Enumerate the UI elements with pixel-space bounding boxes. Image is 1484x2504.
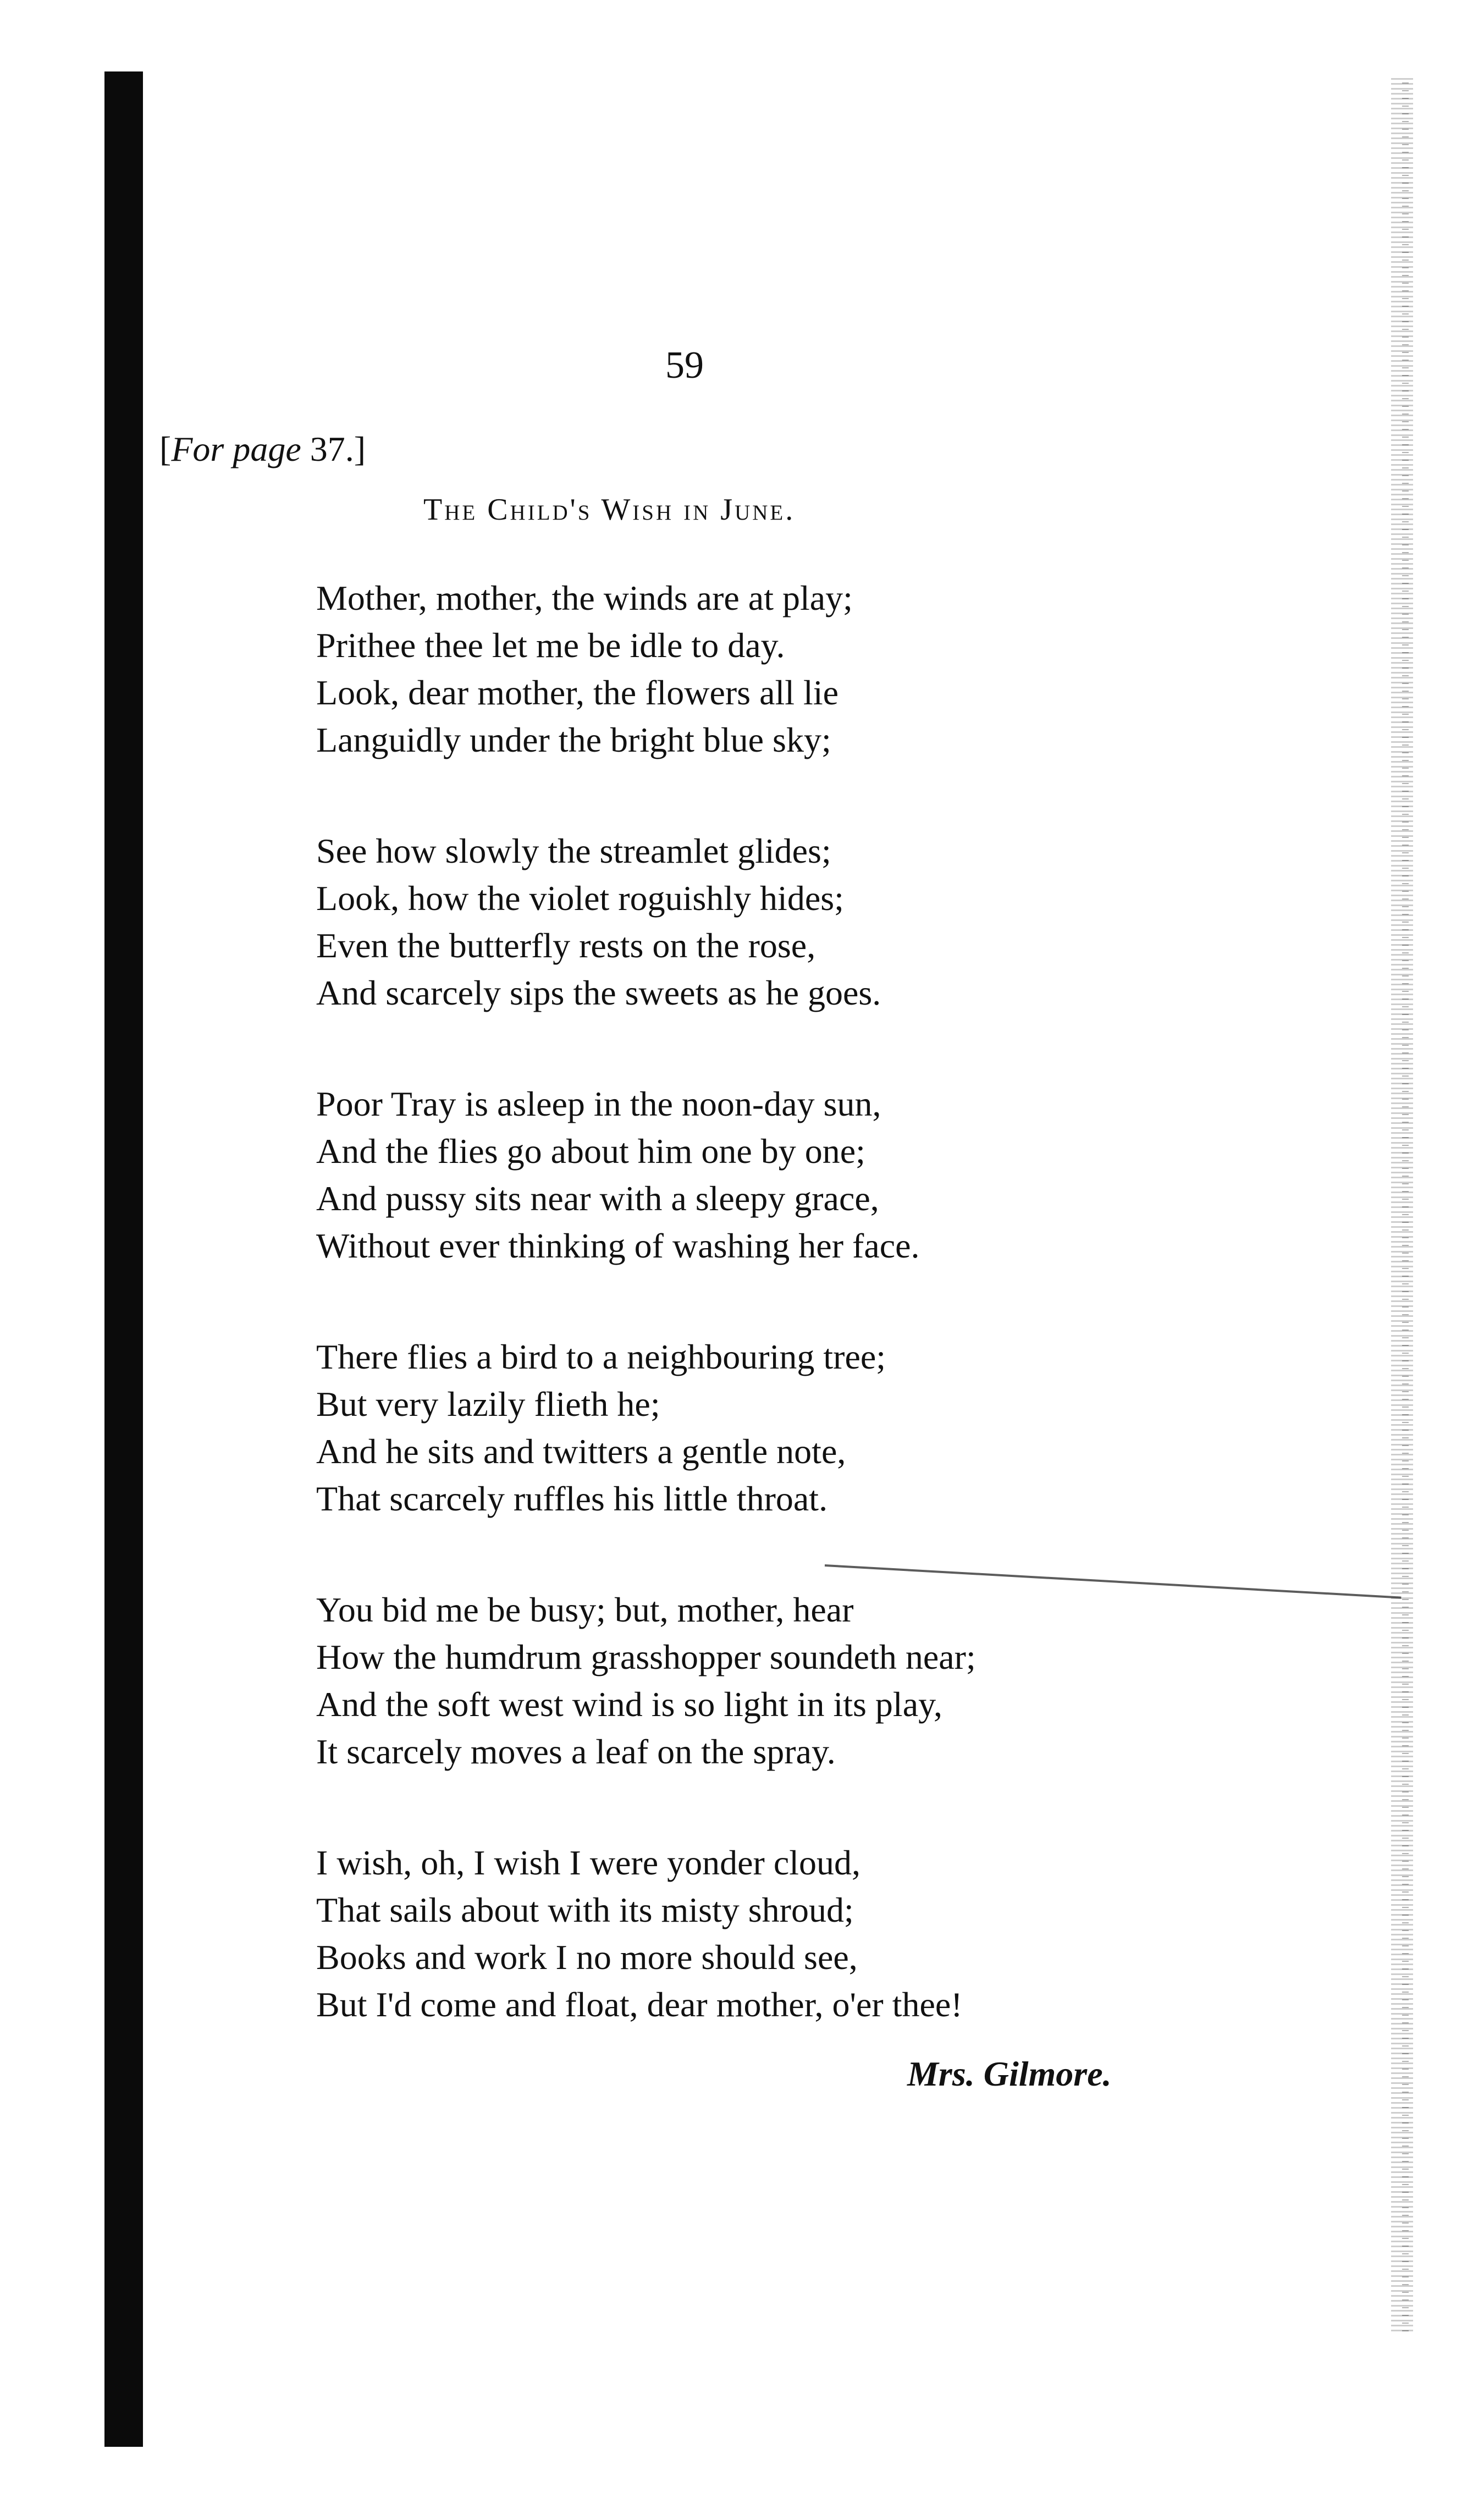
reference-number: 37.]	[310, 429, 366, 468]
poem-line: That scarcely ruffles his little throat.	[316, 1479, 828, 1518]
stanza-6	[316, 1839, 963, 2028]
stanza-3	[316, 1080, 920, 1270]
author-signature: Mrs. Gilmore.	[907, 2054, 1112, 2093]
poem-line: And scarcely sips the sweets as he goes.	[316, 973, 881, 1012]
poem-line: Books and work I no more should see,	[316, 1938, 858, 1977]
poem-line: Without ever thinking of washing her face.	[316, 1226, 920, 1265]
poem-line: Languidly under the bright blue sky;	[316, 720, 831, 759]
stanza-2	[316, 828, 881, 1017]
stanza-4	[316, 1333, 886, 1523]
binding-edge	[104, 71, 143, 2447]
reference-bracket: [	[159, 429, 172, 468]
page-edge-speckle-inner	[1402, 77, 1409, 2331]
poem-line: Even the butterfly rests on the rose,	[316, 926, 816, 965]
poem-line: Look, how the violet roguishly hides;	[316, 879, 844, 918]
stanza-1	[316, 575, 853, 764]
poem-line: How the humdrum grasshopper soundeth near;	[316, 1637, 976, 1676]
poem-line: Mother, mother, the winds are at play;	[316, 578, 853, 617]
poem-line: Prithee thee let me be idle to day.	[316, 626, 785, 665]
poem-line: And the soft west wind is so light in its play,	[316, 1685, 942, 1724]
poem-line: That sails about with its misty shroud;	[316, 1890, 854, 1929]
poem-line: See how slowly the streamlet glides;	[316, 831, 831, 870]
poem-line: There flies a bird to a neighbouring tree;	[316, 1337, 886, 1376]
poem-line: But I'd come and float, dear mother, o'er thee!	[316, 1985, 963, 2024]
poem-title: The Child's Wish in June.	[423, 493, 796, 527]
poem-line: And pussy sits near with a sleepy grace,	[316, 1179, 879, 1218]
stanza-5	[316, 1586, 976, 1775]
page-number: 59	[665, 344, 704, 387]
poem-line: Look, dear mother, the flowers all lie	[316, 673, 838, 712]
poem-line: I wish, oh, I wish I were yonder cloud,	[316, 1843, 860, 1882]
reference-label: For page	[171, 429, 301, 468]
poem-line: And the flies go about him one by one;	[316, 1132, 865, 1171]
poem-line: And he sits and twitters a gentle note,	[316, 1432, 846, 1471]
poem-line: It scarcely moves a leaf on the spray.	[316, 1732, 836, 1771]
poem-line: You bid me be busy; but, mother, hear	[316, 1590, 854, 1629]
poem-line: Poor Tray is asleep in the noon-day sun,	[316, 1084, 881, 1123]
poem-line: But very lazily flieth he;	[316, 1385, 660, 1424]
page-reference	[159, 429, 366, 470]
